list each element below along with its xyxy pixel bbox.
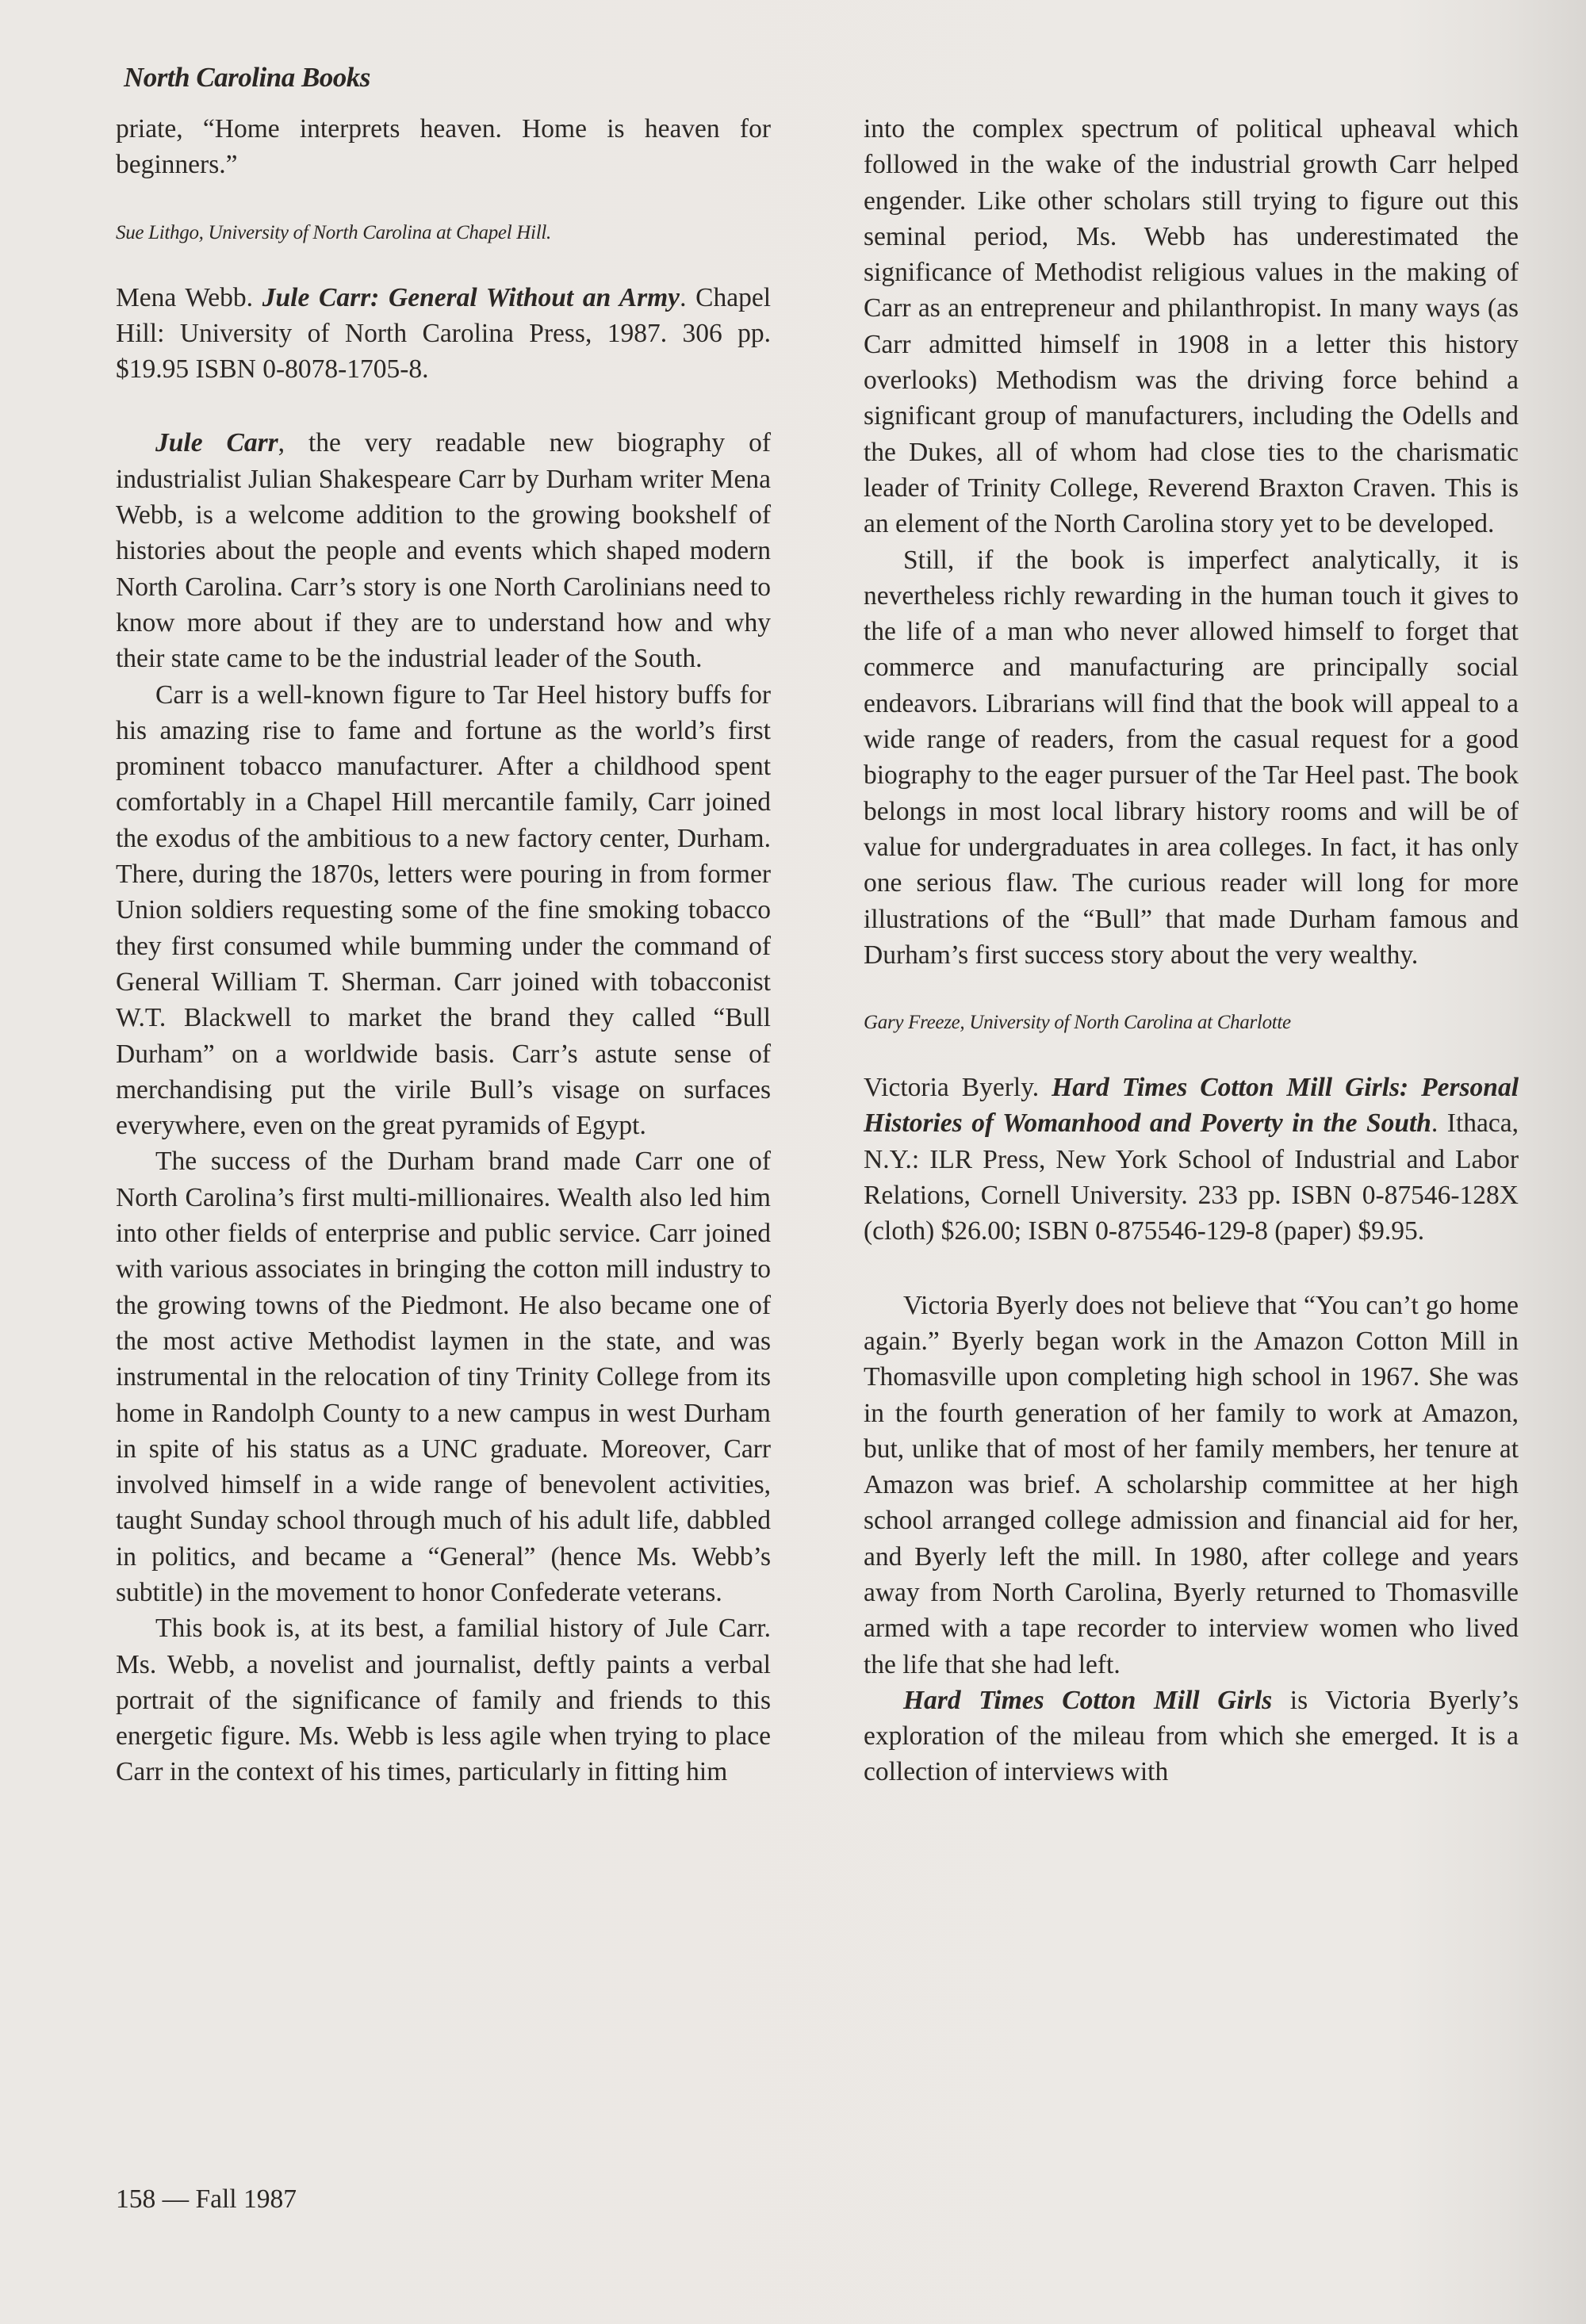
book-author: Victoria Byerly.	[864, 1073, 1040, 1103]
right-column	[864, 111, 1519, 1790]
book-title: Jule Carr: General Without an Army	[262, 282, 680, 312]
paragraph-text: is Victoria Byerly’s exploration of the mileau from which she emerged. It is a collection of interviews with	[864, 1685, 1519, 1787]
book-publication-info: . Chapel Hill: University of North Carolina Press, 1987. 306 pp. $19.95 ISBN 0-8078-1705-8.	[116, 282, 772, 385]
review-paragraph: This book is, at its best, a familial history of Jule Carr. Ms. Webb, a novelist and journalist, deftly paints a verbal portrait of the significance of family and friends to this energetic figure. Ms. Webb is less agile when trying to place Carr in the context of his times, particularly in fitting him	[116, 1614, 771, 1787]
spacer	[116, 183, 771, 221]
left-column	[116, 111, 771, 1790]
reviewer-byline: Gary Freeze, University of North Carolina at Charlotte	[864, 1012, 1291, 1034]
review-paragraph: into the complex spectrum of political upheaval which followed in the wake of the industrial growth Carr helped engender. Like other scholars still trying to figure out this seminal period, Ms. Webb has underestimated the significance of Methodist religious values in the making of Carr as an entrepreneur and philanthropist. In many ways (as Carr admitted himself in 1908 in a letter this history overlooks) Methodism was the driving force behind a significant group of manufacturers, including the Odells and the Dukes, all of whom had close ties to the charismatic leader of Trinity College, Reverend Braxton Craven. This is an element of the North Carolina story yet to be developed.	[864, 114, 1519, 539]
spacer	[864, 1250, 1519, 1288]
review-paragraph: Carr is a well-known figure to Tar Heel history buffs for his amazing rise to fame and fortune as the world’s first prominent tobacco manufacturer. After a childhood spent comfortably in a Chapel Hill mercantile family, Carr joined the exodus of the ambitious to a new factory center, Durham. There, during the 1870s, letters were pouring in from former Union soldiers requesting some of the fine smoking tobacco they first consumed while bumming under the command of General William T. Sherman. Carr joined with tobacconist W.T. Blackwell to market the brand they called “Bull Durham” on a worldwide basis. Carr’s astute sense of merchandising put the virile Bull’s visage on surfaces everywhere, even on the great pyramids of Egypt.	[116, 680, 771, 1141]
running-head: North Carolina Books	[124, 62, 370, 93]
continued-paragraph: priate, “Home interprets heaven. Home is heaven for beginners.”	[116, 114, 771, 180]
italic-book-reference: Jule Carr	[155, 428, 278, 458]
book-citation	[864, 1070, 1519, 1249]
spacer	[116, 245, 771, 280]
review-paragraph: The success of the Durham brand made Carr one of North Carolina’s first multi-millionaires. Wealth also led him into other fields of enterprise and public service. Carr joined with various associates in bringing the cotton mill industry to the growing towns of the Piedmont. He also became one of the most active Methodist laymen in the state, and was instrumental in the relocation of tiny Trinity College from its home in Randolph County to a new campus in west Durham in spite of his status as a UNC graduate. Moreover, Carr involved himself in a wide range of benevolent activities, taught Sunday school through much of his adult life, dabbled in politics, and became a “General” (hence Ms. Webb’s subtitle) in the movement to honor Confederate veterans.	[116, 1147, 771, 1607]
book-title: Hard Times Cotton Mill Girls: Personal Histories of Womanhood and Poverty in the South	[864, 1073, 1519, 1139]
spacer	[864, 1035, 1519, 1070]
book-author: Mena Webb.	[116, 282, 254, 312]
reviewer-byline: Sue Lithgo, University of North Carolina at Chapel Hill.	[116, 221, 551, 243]
spacer	[864, 973, 1519, 1011]
book-citation	[116, 280, 771, 388]
paragraph-text: , the very readable new biography of industrialist Julian Shakespeare Carr by Durham writer Mena Webb, is a welcome addition to the growing bookshelf of histories about the people and events which shaped modern North Carolina. Carr’s story is one North Carolinians need to know more about if they are to understand how and why their state came to be the industrial leader of the South.	[116, 428, 771, 674]
review-paragraph	[116, 425, 771, 676]
review-paragraph: Still, if the book is imperfect analytically, it is nevertheless richly rewarding in the human touch it gives to the life of a man who never allowed himself to forget that commerce and manufacturing are principally social endeavors. Librarians will find that the book will appeal to a wide range of readers, from the casual request for a good biography to the eager pursuer of the Tar Heel past. The book belongs in most local library history rooms and will be of value for undergraduates in area colleges. In fact, it has only one serious flaw. The curious reader will long for more illustrations of the “Bull” that made Durham famous and Durham’s first success story about the very wealthy.	[864, 545, 1519, 970]
review-paragraph	[864, 1683, 1519, 1790]
page-folio: 158 — Fall 1987	[116, 2184, 297, 2214]
review-paragraph: Victoria Byerly does not believe that “You can’t go home again.” Byerly began work in the Amazon Cotton Mill in Thomasville upon completing high school in 1967. She was in the fourth generation of her family to work at Amazon, but, unlike that of most of her family members, her tenure at Amazon was brief. A scholarship committee at her high school arranged college admission and financial aid for her, and Byerly left the mill. In 1980, after college and years away from North Carolina, Byerly returned to Thomasville armed with a tape recorder to interview women who lived the life that she had left.	[864, 1290, 1519, 1679]
italic-book-reference: Hard Times Cotton Mill Girls	[903, 1685, 1273, 1715]
book-publication-info: . Ithaca, N.Y.: ILR Press, New York School of Industrial and Labor Relations, Cornell University. 233 pp. ISBN 0-87546-128X (cloth) $26.00; ISBN 0-875546-129-8 (paper) $9.95.	[864, 1108, 1519, 1246]
spacer	[116, 387, 771, 425]
